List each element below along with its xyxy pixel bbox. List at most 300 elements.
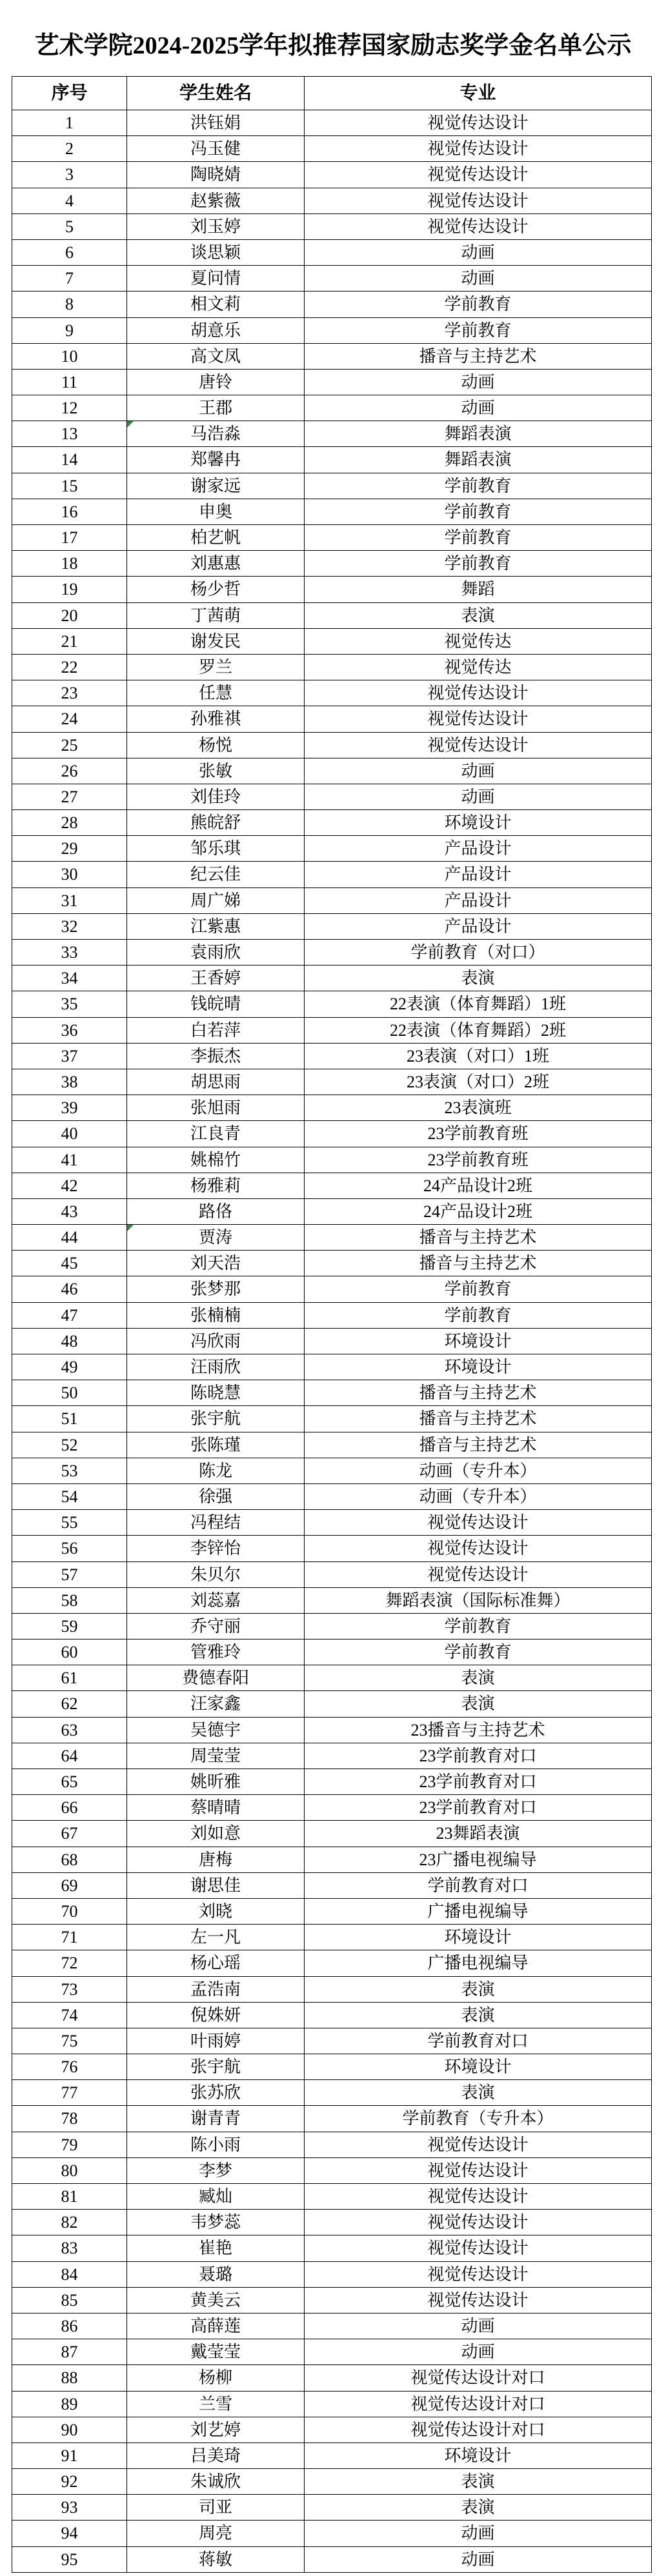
serial-number-cell: 55 [12, 1510, 127, 1536]
serial-number-cell: 13 [12, 421, 127, 447]
serial-number-cell: 16 [12, 499, 127, 524]
roster-table-body [12, 110, 652, 2573]
serial-number-cell: 70 [12, 1898, 127, 1924]
green-triangle-indicator-icon [127, 1225, 134, 1231]
major-cell: 舞蹈表演 [305, 447, 652, 473]
table-row [12, 162, 652, 188]
student-name-cell: 管雅玲 [127, 1640, 305, 1665]
student-name-cell: 韦梦蕊 [127, 2210, 305, 2235]
serial-number-cell: 72 [12, 1950, 127, 1976]
major-cell: 表演 [305, 1976, 652, 2002]
major-cell: 表演 [305, 2495, 652, 2521]
serial-number-cell: 42 [12, 1173, 127, 1198]
serial-number-cell: 68 [12, 1847, 127, 1872]
table-row [12, 887, 652, 913]
major-cell: 动画 [305, 758, 652, 784]
table-row [12, 1328, 652, 1354]
serial-number-cell: 43 [12, 1198, 127, 1224]
student-name-cell: 柏艺帆 [127, 525, 305, 551]
table-row [12, 1483, 652, 1509]
student-name-cell: 申奥 [127, 499, 305, 524]
serial-number-cell: 27 [12, 784, 127, 809]
major-cell: 学前教育 [305, 292, 652, 317]
major-cell: 学前教育 [305, 525, 652, 551]
serial-number-cell: 15 [12, 473, 127, 499]
major-cell: 视觉传达设计 [305, 136, 652, 162]
serial-number-cell: 86 [12, 2313, 127, 2339]
serial-number-cell: 48 [12, 1328, 127, 1354]
table-row [12, 1769, 652, 1795]
student-name-cell: 叶雨婷 [127, 2028, 305, 2054]
table-row [12, 473, 652, 499]
student-name-cell: 张楠楠 [127, 1302, 305, 1328]
page-title: 艺术学院2024-2025学年拟推荐国家励志奖学金名单公示 [34, 32, 632, 59]
major-cell: 播音与主持艺术 [305, 1225, 652, 1251]
major-cell: 22表演（体育舞蹈）1班 [305, 991, 652, 1017]
table-row [12, 706, 652, 732]
student-name-cell: 戴莹莹 [127, 2339, 305, 2365]
serial-number-cell: 93 [12, 2495, 127, 2521]
serial-number-cell: 41 [12, 1147, 127, 1173]
table-row [12, 2495, 652, 2521]
green-triangle-indicator-icon [127, 421, 134, 428]
major-cell: 动画 [305, 239, 652, 265]
table-row [12, 1587, 652, 1613]
serial-number-cell: 69 [12, 1872, 127, 1898]
table-row [12, 1432, 652, 1458]
student-name-cell: 谢发民 [127, 628, 305, 654]
major-cell: 表演 [305, 2469, 652, 2495]
major-cell: 动画 [305, 2521, 652, 2546]
table-row [12, 525, 652, 551]
major-cell: 学前教育（对口） [305, 940, 652, 966]
major-cell: 23舞蹈表演 [305, 1821, 652, 1847]
major-cell: 动画 [305, 2339, 652, 2365]
major-cell: 表演 [305, 2002, 652, 2028]
student-name-cell: 张旭雨 [127, 1095, 305, 1121]
major-cell: 表演 [305, 966, 652, 991]
major-cell: 视觉传达设计 [305, 732, 652, 758]
major-cell: 23学前教育对口 [305, 1769, 652, 1795]
table-row [12, 1095, 652, 1121]
serial-number-cell: 20 [12, 602, 127, 628]
serial-number-cell: 75 [12, 2028, 127, 2054]
student-name-cell: 王香婷 [127, 966, 305, 991]
student-name-cell: 兰雪 [127, 2391, 305, 2417]
major-cell: 产品设计 [305, 862, 652, 887]
serial-number-cell: 5 [12, 213, 127, 239]
serial-number-cell: 54 [12, 1483, 127, 1509]
major-cell: 视觉传达设计 [305, 1561, 652, 1587]
serial-number-cell: 84 [12, 2261, 127, 2287]
serial-number-cell: 47 [12, 1302, 127, 1328]
student-name-cell: 杨雅莉 [127, 1173, 305, 1198]
serial-number-cell: 60 [12, 1640, 127, 1665]
serial-number-cell: 52 [12, 1432, 127, 1458]
serial-number-cell: 85 [12, 2287, 127, 2313]
student-name-cell: 丁茜萌 [127, 602, 305, 628]
student-name-cell: 唐铃 [127, 369, 305, 395]
table-row [12, 2391, 652, 2417]
student-name-cell: 纪云佳 [127, 862, 305, 887]
serial-number-cell: 2 [12, 136, 127, 162]
column-header-serial-number: 序号 [12, 77, 127, 110]
student-name-cell: 吕美琦 [127, 2442, 305, 2468]
major-cell: 动画 [305, 2313, 652, 2339]
student-name-cell: 张梦那 [127, 1276, 305, 1302]
table-row [12, 266, 652, 292]
major-cell: 23广播电视编导 [305, 1847, 652, 1872]
table-row [12, 1640, 652, 1665]
student-name-cell: 黄美云 [127, 2287, 305, 2313]
student-name-cell: 路佫 [127, 1198, 305, 1224]
table-row [12, 758, 652, 784]
student-name-cell: 高薛莲 [127, 2313, 305, 2339]
table-row [12, 2313, 652, 2339]
serial-number-cell: 22 [12, 654, 127, 680]
major-cell: 学前教育 [305, 1276, 652, 1302]
roster-table-header [12, 77, 652, 110]
student-name-cell: 徐强 [127, 1483, 305, 1509]
serial-number-cell: 10 [12, 343, 127, 369]
table-row [12, 991, 652, 1017]
table-row [12, 1613, 652, 1639]
major-cell: 环境设计 [305, 1925, 652, 1950]
major-cell: 视觉传达设计 [305, 2210, 652, 2235]
serial-number-cell: 80 [12, 2157, 127, 2183]
serial-number-cell: 17 [12, 525, 127, 551]
table-row [12, 239, 652, 265]
serial-number-cell: 53 [12, 1458, 127, 1483]
major-cell: 学前教育 [305, 317, 652, 343]
student-name-cell: 刘蕊嘉 [127, 1587, 305, 1613]
student-name-cell: 杨少哲 [127, 577, 305, 602]
serial-number-cell: 90 [12, 2417, 127, 2442]
student-name-cell: 朱贝尔 [127, 1561, 305, 1587]
table-row [12, 1302, 652, 1328]
serial-number-cell: 78 [12, 2106, 127, 2132]
major-cell: 视觉传达设计 [305, 680, 652, 706]
major-cell: 视觉传达设计 [305, 110, 652, 136]
student-name-cell: 陈小雨 [127, 2132, 305, 2157]
major-cell: 广播电视编导 [305, 1898, 652, 1924]
student-name-cell: 冯程结 [127, 1510, 305, 1536]
major-cell: 24产品设计2班 [305, 1198, 652, 1224]
serial-number-cell: 74 [12, 2002, 127, 2028]
student-name-cell: 周广娣 [127, 887, 305, 913]
major-cell: 播音与主持艺术 [305, 1432, 652, 1458]
serial-number-cell: 59 [12, 1613, 127, 1639]
table-row [12, 1043, 652, 1069]
serial-number-cell: 25 [12, 732, 127, 758]
serial-number-cell: 81 [12, 2184, 127, 2210]
major-cell: 动画 [305, 2546, 652, 2572]
major-cell: 视觉传达设计 [305, 162, 652, 188]
serial-number-cell: 66 [12, 1795, 127, 1821]
serial-number-cell: 51 [12, 1406, 127, 1432]
major-cell: 表演 [305, 602, 652, 628]
table-row [12, 1872, 652, 1898]
student-name-cell: 李梦 [127, 2157, 305, 2183]
student-name-cell: 乔守丽 [127, 1613, 305, 1639]
serial-number-cell: 40 [12, 1121, 127, 1147]
table-row [12, 602, 652, 628]
table-row [12, 1017, 652, 1043]
table-row [12, 551, 652, 577]
table-row [12, 136, 652, 162]
table-row [12, 913, 652, 939]
major-cell: 视觉传达设计对口 [305, 2391, 652, 2417]
student-name-cell: 倪姝妍 [127, 2002, 305, 2028]
table-row [12, 2365, 652, 2391]
student-name-cell: 贾涛 [127, 1225, 305, 1251]
serial-number-cell: 57 [12, 1561, 127, 1587]
student-name-cell: 周亮 [127, 2521, 305, 2546]
major-cell: 动画 [305, 784, 652, 809]
major-cell: 23学前教育班 [305, 1147, 652, 1173]
serial-number-cell: 18 [12, 551, 127, 577]
table-row [12, 732, 652, 758]
major-cell: 学前教育 [305, 551, 652, 577]
serial-number-cell: 89 [12, 2391, 127, 2417]
serial-number-cell: 95 [12, 2546, 127, 2572]
major-cell: 学前教育 [305, 499, 652, 524]
table-row [12, 1225, 652, 1251]
student-name-cell: 邹乐琪 [127, 836, 305, 862]
major-cell: 广播电视编导 [305, 1950, 652, 1976]
major-cell: 表演 [305, 1665, 652, 1691]
serial-number-cell: 34 [12, 966, 127, 991]
major-cell: 视觉传达设计 [305, 2184, 652, 2210]
table-row [12, 317, 652, 343]
table-row [12, 1665, 652, 1691]
student-name-cell: 谢青青 [127, 2106, 305, 2132]
major-cell: 环境设计 [305, 2442, 652, 2468]
serial-number-cell: 44 [12, 1225, 127, 1251]
table-row [12, 1821, 652, 1847]
table-row [12, 810, 652, 836]
serial-number-cell: 87 [12, 2339, 127, 2365]
table-row [12, 2469, 652, 2495]
serial-number-cell: 30 [12, 862, 127, 887]
major-cell: 23表演（对口）2班 [305, 1069, 652, 1095]
table-row [12, 1925, 652, 1950]
major-cell: 动画 [305, 369, 652, 395]
serial-number-cell: 24 [12, 706, 127, 732]
student-name-cell: 汪家鑫 [127, 1691, 305, 1717]
serial-number-cell: 71 [12, 1925, 127, 1950]
table-row [12, 421, 652, 447]
serial-number-cell: 50 [12, 1380, 127, 1406]
student-name-cell: 胡意乐 [127, 317, 305, 343]
table-row [12, 1458, 652, 1483]
student-name-cell: 朱诚欣 [127, 2469, 305, 2495]
table-row [12, 2210, 652, 2235]
serial-number-cell: 32 [12, 913, 127, 939]
student-name-cell: 相文莉 [127, 292, 305, 317]
student-name-cell: 白若萍 [127, 1017, 305, 1043]
major-cell: 产品设计 [305, 913, 652, 939]
table-row [12, 447, 652, 473]
student-name-cell: 司亚 [127, 2495, 305, 2521]
table-row [12, 1354, 652, 1380]
serial-number-cell: 11 [12, 369, 127, 395]
serial-number-cell: 79 [12, 2132, 127, 2157]
student-name-cell: 杨心瑶 [127, 1950, 305, 1976]
student-name-cell: 张陈瑾 [127, 1432, 305, 1458]
table-row [12, 499, 652, 524]
table-row [12, 966, 652, 991]
major-cell: 23表演（对口）1班 [305, 1043, 652, 1069]
table-row [12, 1717, 652, 1743]
major-cell: 动画（专升本） [305, 1458, 652, 1483]
column-header-major: 专业 [305, 77, 652, 110]
table-row [12, 1743, 652, 1769]
table-row [12, 1976, 652, 2002]
serial-number-cell: 31 [12, 887, 127, 913]
serial-number-cell: 88 [12, 2365, 127, 2391]
serial-number-cell: 33 [12, 940, 127, 966]
student-name-cell: 张苏欣 [127, 2080, 305, 2106]
serial-number-cell: 8 [12, 292, 127, 317]
student-name-cell: 谈思颖 [127, 239, 305, 265]
table-row [12, 1251, 652, 1276]
table-row [12, 784, 652, 809]
table-row [12, 1510, 652, 1536]
major-cell: 播音与主持艺术 [305, 343, 652, 369]
table-row [12, 654, 652, 680]
table-row [12, 628, 652, 654]
table-row [12, 2184, 652, 2210]
major-cell: 视觉传达设计对口 [305, 2417, 652, 2442]
student-name-cell: 孟浩南 [127, 1976, 305, 2002]
table-row [12, 2028, 652, 2054]
serial-number-cell: 73 [12, 1976, 127, 2002]
table-row [12, 1121, 652, 1147]
table-row [12, 1847, 652, 1872]
student-name-cell: 钱皖晴 [127, 991, 305, 1017]
student-name-cell: 聂璐 [127, 2261, 305, 2287]
major-cell: 视觉传达设计 [305, 706, 652, 732]
table-row [12, 110, 652, 136]
table-row [12, 188, 652, 213]
table-row [12, 1173, 652, 1198]
major-cell: 22表演（体育舞蹈）2班 [305, 1017, 652, 1043]
student-name-cell: 周莹莹 [127, 1743, 305, 1769]
student-name-cell: 臧灿 [127, 2184, 305, 2210]
serial-number-cell: 28 [12, 810, 127, 836]
major-cell: 环境设计 [305, 1328, 652, 1354]
table-row [12, 1950, 652, 1976]
serial-number-cell: 14 [12, 447, 127, 473]
student-name-cell: 谢家远 [127, 473, 305, 499]
student-name-cell: 冯玉健 [127, 136, 305, 162]
student-name-cell: 蒋敏 [127, 2546, 305, 2572]
table-row [12, 2080, 652, 2106]
major-cell: 视觉传达 [305, 654, 652, 680]
major-cell: 播音与主持艺术 [305, 1251, 652, 1276]
major-cell: 学前教育对口 [305, 1872, 652, 1898]
major-cell: 学前教育 [305, 1613, 652, 1639]
major-cell: 学前教育 [305, 1302, 652, 1328]
serial-number-cell: 56 [12, 1536, 127, 1561]
student-name-cell: 江良青 [127, 1121, 305, 1147]
table-row [12, 1898, 652, 1924]
major-cell: 表演 [305, 1691, 652, 1717]
table-row [12, 2339, 652, 2365]
table-row [12, 395, 652, 421]
serial-number-cell: 29 [12, 836, 127, 862]
major-cell: 表演 [305, 2080, 652, 2106]
table-row [12, 2417, 652, 2442]
major-cell: 23学前教育班 [305, 1121, 652, 1147]
student-name-cell: 夏问情 [127, 266, 305, 292]
student-name-cell: 张敏 [127, 758, 305, 784]
major-cell: 学前教育对口 [305, 2028, 652, 2054]
serial-number-cell: 91 [12, 2442, 127, 2468]
student-name-cell: 张宇航 [127, 2054, 305, 2080]
serial-number-cell: 49 [12, 1354, 127, 1380]
major-cell: 视觉传达设计 [305, 2235, 652, 2261]
table-row [12, 1147, 652, 1173]
column-header-student-name: 学生姓名 [127, 77, 305, 110]
table-row [12, 1536, 652, 1561]
serial-number-cell: 64 [12, 1743, 127, 1769]
table-row [12, 680, 652, 706]
major-cell: 学前教育 [305, 1640, 652, 1665]
student-name-cell: 陈晓慧 [127, 1380, 305, 1406]
student-name-cell: 唐梅 [127, 1847, 305, 1872]
table-row [12, 836, 652, 862]
student-name-cell: 冯欣雨 [127, 1328, 305, 1354]
table-row [12, 2521, 652, 2546]
student-name-cell: 郑馨冉 [127, 447, 305, 473]
table-row [12, 1276, 652, 1302]
serial-number-cell: 92 [12, 2469, 127, 2495]
major-cell: 学前教育（专升本） [305, 2106, 652, 2132]
major-cell: 视觉传达设计 [305, 2261, 652, 2287]
serial-number-cell: 21 [12, 628, 127, 654]
student-name-cell: 杨悦 [127, 732, 305, 758]
major-cell: 播音与主持艺术 [305, 1406, 652, 1432]
serial-number-cell: 46 [12, 1276, 127, 1302]
major-cell: 视觉传达设计 [305, 188, 652, 213]
student-name-cell: 姚棉竹 [127, 1147, 305, 1173]
table-row [12, 1380, 652, 1406]
student-name-cell: 任慧 [127, 680, 305, 706]
table-row [12, 2054, 652, 2080]
student-name-cell: 江紫惠 [127, 913, 305, 939]
serial-number-cell: 4 [12, 188, 127, 213]
serial-number-cell: 94 [12, 2521, 127, 2546]
student-name-cell: 崔艳 [127, 2235, 305, 2261]
student-name-cell: 罗兰 [127, 654, 305, 680]
major-cell: 播音与主持艺术 [305, 1380, 652, 1406]
table-row [12, 2106, 652, 2132]
major-cell: 视觉传达设计 [305, 2287, 652, 2313]
table-row [12, 862, 652, 887]
major-cell: 视觉传达 [305, 628, 652, 654]
table-row [12, 213, 652, 239]
table-row [12, 1795, 652, 1821]
major-cell: 环境设计 [305, 2054, 652, 2080]
serial-number-cell: 7 [12, 266, 127, 292]
table-row [12, 2287, 652, 2313]
major-cell: 舞蹈表演（国际标准舞） [305, 1587, 652, 1613]
serial-number-cell: 58 [12, 1587, 127, 1613]
student-name-cell: 刘惠惠 [127, 551, 305, 577]
serial-number-cell: 12 [12, 395, 127, 421]
